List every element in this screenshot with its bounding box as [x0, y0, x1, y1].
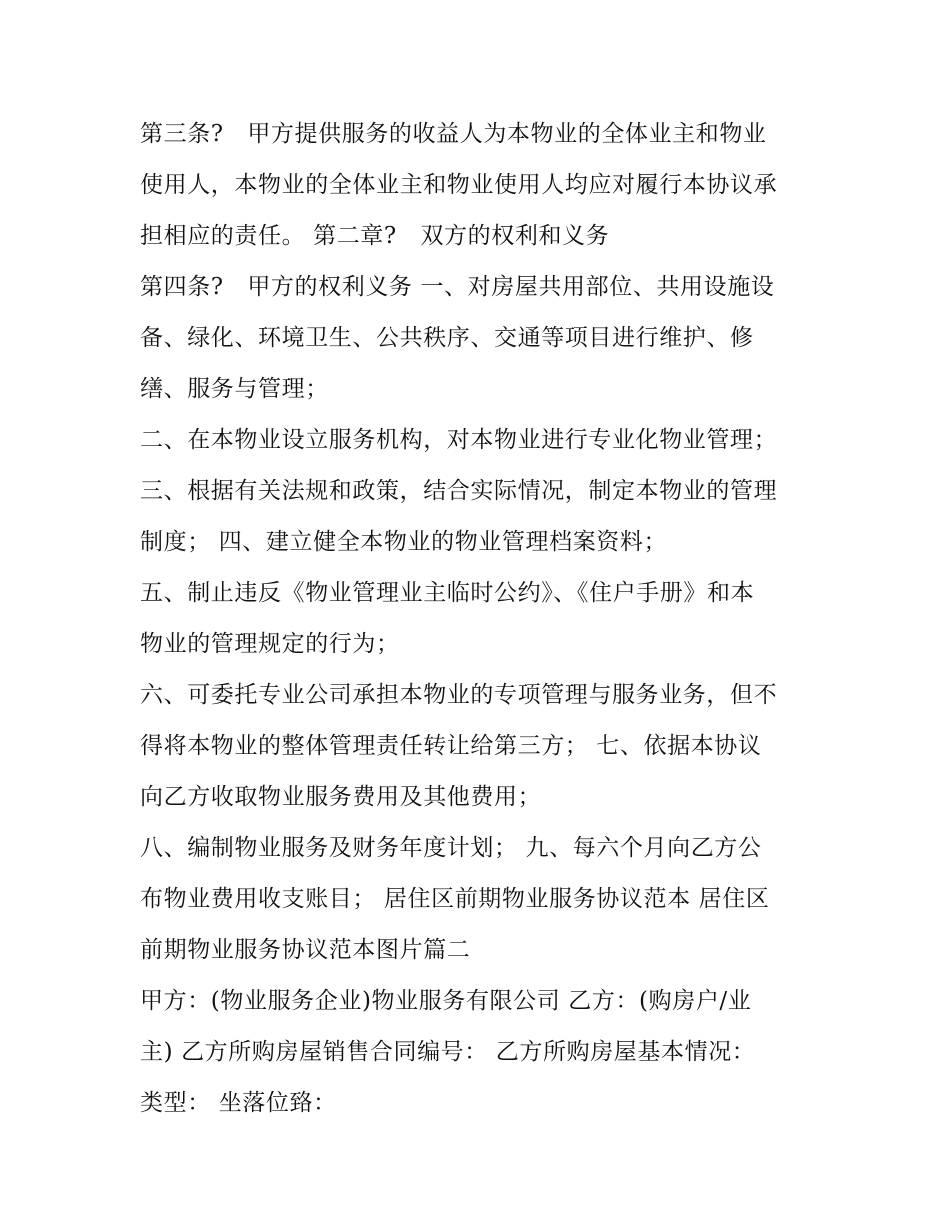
- document-line: 备、绿化、环境卫生、公共秩序、交通等项目进行维护、修: [140, 325, 754, 351]
- document-line: 担相应的责任。 第二章? 双方的权利和义务: [140, 223, 610, 249]
- document-line: 五、制止违反《物业管理业主临时公约》、《住户手册》和本: [140, 580, 755, 606]
- document-line: 六、可委托专业公司承担本物业的专项管理与服务业务，但不: [140, 682, 778, 708]
- document-line: 二、在本物业设立服务机构，对本物业进行专业化物业管理；: [140, 427, 778, 453]
- document-line: 八、编制物业服务及财务年度计划； 九、每六个月向乙方公: [140, 835, 762, 861]
- document-line: 布物业费用收支账目； 居住区前期物业服务协议范本 居住区: [140, 886, 770, 912]
- document-line: 类型： 坐落位臵：: [140, 1090, 337, 1116]
- document-line: 制度； 四、建立健全本物业的物业管理档案资料；: [140, 529, 668, 555]
- document-line: 主) 乙方所购房屋销售合同编号： 乙方所购房屋基本情况：: [140, 1039, 756, 1065]
- document-line: 甲方：(物业服务企业)物业服务有限公司 乙方：(购房户/业: [140, 988, 752, 1014]
- document-line: 物业的管理规定的行为；: [140, 631, 400, 657]
- document-body: [140, 109, 830, 1129]
- document-line: 三、根据有关法规和政策，结合实际情况，制定本物业的管理: [140, 478, 778, 504]
- document-line: 第四条? 甲方的权利义务 一、对房屋共用部位、共用设施设: [140, 274, 775, 300]
- document-line: 前期物业服务协议范本图片篇二: [140, 937, 471, 963]
- document-line: 使用人，本物业的全体业主和物业使用人均应对履行本协议承: [140, 172, 778, 198]
- document-line: 第三条? 甲方提供服务的收益人为本物业的全体业主和物业: [140, 121, 767, 147]
- document-line: 缮、服务与管理；: [140, 376, 329, 402]
- document-line: 得将本物业的整体管理责任转让给第三方； 七、依据本协议: [140, 733, 762, 759]
- document-line: 向乙方收取物业服务费用及其他费用；: [140, 784, 542, 810]
